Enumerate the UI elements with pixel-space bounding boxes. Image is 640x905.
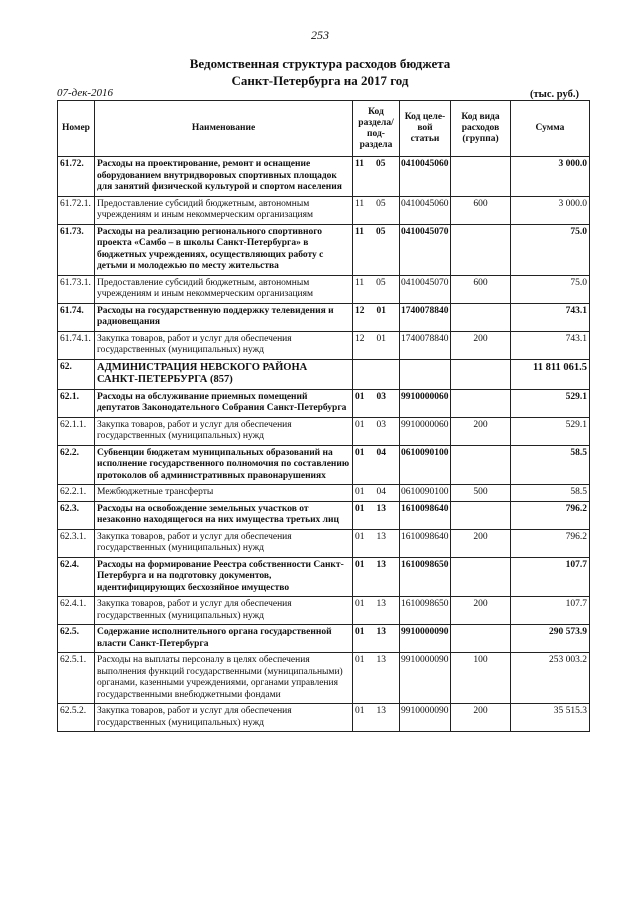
row-section-code: [353, 445, 400, 485]
row-number: 62.5.: [58, 625, 95, 653]
table-row: [58, 275, 590, 303]
row-expense-kind: 100: [451, 653, 511, 704]
row-sum: 529.1: [511, 389, 590, 417]
row-name: Расходы на выплаты персоналу в целях обеспечения выполнения функций государственными (муниципальными) органами, казенными учреждениями, органами управления государственными внебюджетными фондами: [95, 653, 353, 704]
subsection-code: 13: [376, 627, 386, 637]
row-section-code: [353, 359, 400, 389]
row-name: Закупка товаров, работ и услуг для обеспечения государственных (муниципальных) нужд: [95, 331, 353, 359]
subsection-code: 05: [376, 198, 386, 209]
row-section-code: [353, 501, 400, 529]
row-article-code: 0410045070: [400, 275, 451, 303]
row-section-code: [353, 529, 400, 557]
row-expense-kind: [451, 445, 511, 485]
row-sum: 58.5: [511, 485, 590, 502]
row-expense-kind: 200: [451, 704, 511, 732]
subsection-code: 13: [376, 599, 386, 609]
row-article-code: 0610090100: [400, 445, 451, 485]
section-code: 11: [355, 277, 365, 288]
table-row: [58, 653, 590, 704]
row-number: 61.73.: [58, 224, 95, 275]
row-sum: 253 003.2: [511, 653, 590, 704]
table-row: [58, 597, 590, 625]
section-code: 01: [355, 627, 365, 637]
section-code: 01: [355, 531, 365, 542]
table-row: [58, 303, 590, 331]
section-code: 01: [355, 503, 365, 514]
row-sum: 743.1: [511, 331, 590, 359]
row-number: 62.1.1.: [58, 417, 95, 445]
section-code: 01: [355, 419, 365, 430]
row-expense-kind: [451, 359, 511, 389]
row-name: Расходы на государственную поддержку телевидения и радиовещания: [95, 303, 353, 331]
row-article-code: 0410045060: [400, 157, 451, 197]
row-article-code: 1610098640: [400, 529, 451, 557]
row-section-code: [353, 303, 400, 331]
row-sum: 107.7: [511, 597, 590, 625]
table-row: [58, 389, 590, 417]
row-expense-kind: [451, 157, 511, 197]
table-row: [58, 529, 590, 557]
table-row: [58, 704, 590, 732]
row-name: Содержание исполнительного органа государственной власти Санкт-Петербурга: [95, 625, 353, 653]
row-number: 61.72.: [58, 157, 95, 197]
row-name: Субвенции бюджетам муниципальных образований на исполнение государственного полномочия по составлению протоколов об административных правонарушениях: [95, 445, 353, 485]
row-name: Закупка товаров, работ и услуг для обеспечения государственных (муниципальных) нужд: [95, 417, 353, 445]
row-name: Предоставление субсидий бюджетным, автономным учреждениям и иным некоммерческим организациям: [95, 275, 353, 303]
units-label: (тыс. руб.): [530, 89, 579, 100]
row-name: Расходы на реализацию регионального спортивного проекта «Самбо – в школы Санкт-Петербурга» в бюджетных учреждениях, осуществляющих работу с детьми и молодежью по месту жительства: [95, 224, 353, 275]
table-row: [58, 445, 590, 485]
section-code: 11: [355, 159, 364, 169]
row-sum: 743.1: [511, 303, 590, 331]
row-number: 62.2.: [58, 445, 95, 485]
row-article-code: 1610098650: [400, 597, 451, 625]
table-row: [58, 417, 590, 445]
row-sum: 3 000.0: [511, 157, 590, 197]
section-code: 11: [355, 198, 365, 209]
row-section-code: [353, 417, 400, 445]
row-number: 61.74.1.: [58, 331, 95, 359]
title-line-2: Санкт-Петербурга на 2017 год: [231, 73, 409, 88]
row-sum: 75.0: [511, 275, 590, 303]
row-name: Расходы на формирование Реестра собственности Санкт-Петербурга и на подготовку документов, идентифицирующих бесхозяйное имущество: [95, 557, 353, 597]
row-article-code: 9910000060: [400, 389, 451, 417]
subsection-code: 13: [376, 531, 386, 542]
section-code: 01: [355, 559, 365, 570]
row-name: Расходы на проектирование, ремонт и оснащение оборудованием внутридворовых спортивных площадок для занятий физической культурой и спортом населения: [95, 157, 353, 197]
row-sum: 58.5: [511, 445, 590, 485]
row-section-code: [353, 704, 400, 732]
row-expense-kind: [451, 625, 511, 653]
table-row: [58, 501, 590, 529]
row-section-code: [353, 653, 400, 704]
row-number: 62.1.: [58, 389, 95, 417]
row-article-code: 9910000090: [400, 704, 451, 732]
section-code: 11: [355, 226, 364, 237]
table-row: [58, 331, 590, 359]
document-date: 07-дек-2016: [57, 87, 114, 99]
row-number: 62.5.2.: [58, 704, 95, 732]
subsection-code: 03: [376, 419, 386, 430]
subsection-code: 13: [376, 706, 386, 716]
subsection-code: 01: [376, 333, 386, 344]
section-code: 01: [355, 706, 365, 716]
row-name: Предоставление субсидий бюджетным, автономным учреждениям и иным некоммерческим организациям: [95, 196, 353, 224]
subsection-code: 04: [376, 487, 386, 497]
row-number: 61.73.1.: [58, 275, 95, 303]
row-number: 62.2.1.: [58, 485, 95, 502]
table-row: [58, 557, 590, 597]
row-name: АДМИНИСТРАЦИЯ НЕВСКОГО РАЙОНА САНКТ-ПЕТЕРБУРГА (857): [95, 359, 353, 389]
row-article-code: [400, 359, 451, 389]
page-number: 253: [311, 28, 329, 42]
row-section-code: [353, 224, 400, 275]
row-section-code: [353, 157, 400, 197]
row-article-code: 0410045070: [400, 224, 451, 275]
row-name: Закупка товаров, работ и услуг для обеспечения государственных (муниципальных) нужд: [95, 597, 353, 625]
row-sum: 290 573.9: [511, 625, 590, 653]
row-number: 62.3.: [58, 501, 95, 529]
row-article-code: 9910000090: [400, 653, 451, 704]
title-line-1: Ведомственная структура расходов бюджета: [189, 56, 451, 71]
row-number: 62.4.: [58, 557, 95, 597]
row-expense-kind: 200: [451, 417, 511, 445]
subsection-code: 13: [376, 503, 386, 514]
row-article-code: 1610098650: [400, 557, 451, 597]
row-sum: 75.0: [511, 224, 590, 275]
row-name: Закупка товаров, работ и услуг для обеспечения государственных (муниципальных) нужд: [95, 529, 353, 557]
row-sum: 3 000.0: [511, 196, 590, 224]
document-title: [0, 55, 640, 89]
row-sum: 796.2: [511, 529, 590, 557]
section-code: 01: [355, 391, 365, 402]
row-expense-kind: [451, 303, 511, 331]
row-article-code: 9910000060: [400, 417, 451, 445]
row-number: 62.5.1.: [58, 653, 95, 704]
table-body: [58, 157, 590, 732]
row-article-code: 9910000090: [400, 625, 451, 653]
subsection-code: 03: [376, 391, 386, 402]
row-section-code: [353, 275, 400, 303]
row-article-code: 0610090100: [400, 485, 451, 502]
table-row: [58, 224, 590, 275]
subsection-code: 05: [375, 159, 386, 169]
row-number: 61.72.1.: [58, 196, 95, 224]
row-sum: 529.1: [511, 417, 590, 445]
section-code: 12: [355, 305, 365, 316]
subsection-code: 05: [376, 277, 386, 288]
row-sum: 35 515.3: [511, 704, 590, 732]
row-expense-kind: [451, 224, 511, 275]
column-header-sum: Сумма: [511, 101, 590, 157]
row-section-code: [353, 597, 400, 625]
row-sum: 796.2: [511, 501, 590, 529]
row-expense-kind: 200: [451, 331, 511, 359]
table-row: [58, 625, 590, 653]
row-section-code: [353, 196, 400, 224]
subsection-code: 13: [376, 655, 386, 665]
row-expense-kind: 200: [451, 529, 511, 557]
column-header-section: Код раздела/ под- раздела: [353, 101, 400, 157]
section-code: 01: [355, 447, 365, 458]
table-row: [58, 485, 590, 502]
row-expense-kind: [451, 557, 511, 597]
section-code: 01: [355, 599, 365, 609]
row-section-code: [353, 331, 400, 359]
row-number: 62.3.1.: [58, 529, 95, 557]
row-name: Межбюджетные трансферты: [95, 485, 353, 502]
row-number: 62.4.1.: [58, 597, 95, 625]
subsection-code: 13: [376, 559, 386, 570]
row-expense-kind: [451, 501, 511, 529]
column-header-kind: Код вида расходов (группа): [451, 101, 511, 157]
row-expense-kind: 500: [451, 485, 511, 502]
row-section-code: [353, 625, 400, 653]
row-section-code: [353, 389, 400, 417]
table-row: [58, 157, 590, 197]
row-article-code: 1740078840: [400, 331, 451, 359]
row-sum: 11 811 061.5: [511, 359, 590, 389]
subsection-code: 01: [376, 305, 386, 316]
budget-table: [57, 100, 590, 732]
row-expense-kind: 600: [451, 275, 511, 303]
row-article-code: 1610098640: [400, 501, 451, 529]
column-header-name: Наименование: [95, 101, 353, 157]
row-sum: 107.7: [511, 557, 590, 597]
row-section-code: [353, 485, 400, 502]
row-expense-kind: [451, 389, 511, 417]
subsection-code: 04: [376, 447, 386, 458]
row-expense-kind: 200: [451, 597, 511, 625]
column-header-article: Код целе- вой статьи: [400, 101, 451, 157]
row-expense-kind: 600: [451, 196, 511, 224]
row-name: Закупка товаров, работ и услуг для обеспечения государственных (муниципальных) нужд: [95, 704, 353, 732]
column-header-number: Номер: [58, 101, 95, 157]
section-code: 01: [355, 487, 365, 497]
row-number: 61.74.: [58, 303, 95, 331]
table-row: [58, 359, 590, 389]
row-name: Расходы на обслуживание приемных помещений депутатов Законодательного Собрания Санкт-Петербурга: [95, 389, 353, 417]
row-article-code: 1740078840: [400, 303, 451, 331]
row-name: Расходы на освобождение земельных участков от незаконно находящегося на них имущества третьих лиц: [95, 501, 353, 529]
table-row: [58, 196, 590, 224]
subsection-code: 05: [375, 226, 386, 237]
row-section-code: [353, 557, 400, 597]
section-code: 12: [355, 333, 365, 344]
row-article-code: 0410045060: [400, 196, 451, 224]
table-header-row: [58, 101, 590, 157]
section-code: 01: [355, 655, 365, 665]
row-number: 62.: [58, 359, 95, 389]
